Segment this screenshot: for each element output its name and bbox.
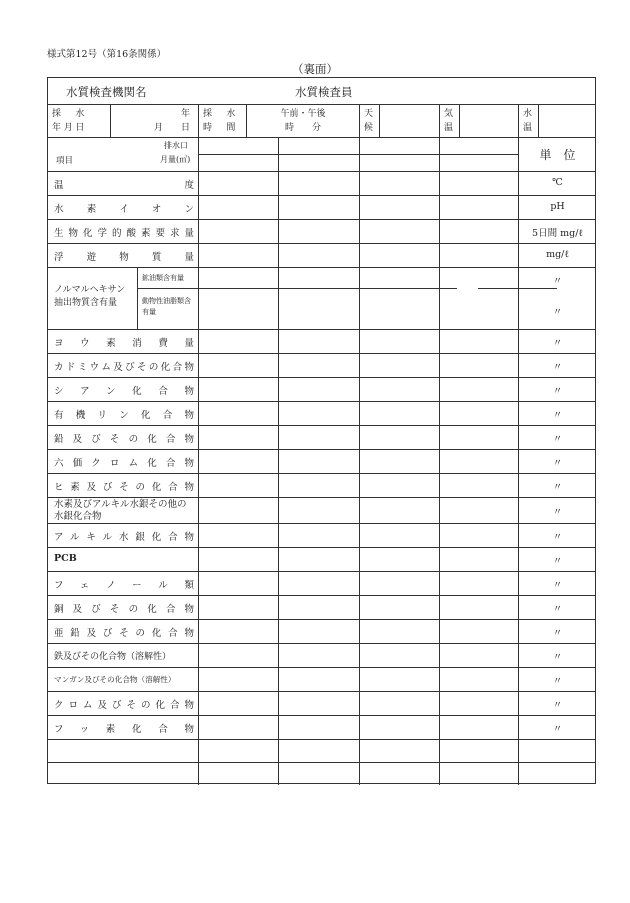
table-row [48,596,595,620]
item-label: 銅及びその化合物 [54,604,194,615]
table-row [48,692,595,716]
table-row [48,426,595,450]
side-label: （裏面） [292,62,338,76]
item-label: 動物性油脂類含有量 [142,297,191,316]
unit-label: 5日間 mg/ℓ [532,228,583,239]
institution-label: 水質検査機関名 [66,85,147,99]
table-row [48,644,595,668]
unit-label: 〃 [552,386,563,397]
sampling-time-label-cell: 採 水 時 間 [198,104,246,137]
oil-extract-group [48,268,595,330]
item-label: ヒ素及びその化合物 [54,482,194,493]
item-label: 浮遊物質量 [54,252,194,263]
table-row [48,172,595,196]
table-row [48,220,595,244]
weather-label-cell: 天 候 [359,104,379,137]
air-temp-field[interactable] [459,104,518,137]
item-label: 亜鉛及びその化合物 [54,628,194,639]
table-row [48,474,595,498]
item-label: 鉄及びその化合物（溶解性） [54,652,172,662]
unit-label: 〃 [552,338,563,349]
table-row [48,572,595,596]
sampling-date-field[interactable]: 年 月 日 [110,104,198,137]
outlet-label: 排水口 [164,141,188,150]
item-label: クロム及びその化合物 [54,700,194,711]
blank-row [48,740,595,763]
blank-row [48,763,595,785]
group-subrow-divider [137,288,457,289]
item-label: フッ素化合物 [54,724,194,735]
unit-label: 〃 [552,580,563,591]
table-row [48,330,595,354]
results-table [48,137,595,785]
table-row [48,450,595,474]
unit-label: 〃 [552,604,563,615]
table-row [48,716,595,740]
unit-label: 〃 [552,362,563,373]
sampling-time-field[interactable]: 午前・午後 時 分 [246,104,359,137]
unit-label: 〃 [552,276,563,287]
unit-label: 〃 [552,628,563,639]
item-label: PCB [54,553,77,564]
water-temp-label-cell: 水 温 [518,104,538,137]
table-row [48,354,595,378]
unit-label: 〃 [552,724,563,735]
unit-label: 〃 [552,532,563,543]
unit-label: 〃 [552,307,563,318]
unit-label: pH [550,201,565,212]
unit-label: 〃 [552,434,563,445]
item-label: アルキル水銀化合物 [54,532,194,543]
air-temp-label-cell: 気 温 [439,104,459,137]
water-temp-field[interactable] [538,104,597,137]
flow-label: 月量(㎥) [160,155,191,164]
unit-label: ℃ [552,177,563,188]
table-row [48,244,595,268]
unit-label: 〃 [552,458,563,469]
institution-row [48,78,595,105]
unit-label: 〃 [552,556,563,567]
inspector-label: 水質検査員 [295,85,353,99]
item-header: 項目 [56,156,74,166]
item-label: 水素及びアルキル水銀その他の水銀化合物 [54,499,187,522]
item-label: ヨウ素消費量 [54,338,194,349]
item-label: シアン化合物 [54,386,194,397]
unit-label: 〃 [552,676,563,687]
group-subrow-divider [478,288,557,289]
table-row [48,548,595,572]
table-header-row [48,137,595,172]
unit-label: 〃 [552,482,563,493]
item-label: 鉛及びその化合物 [54,434,194,445]
item-label: 生物化学的酸素要求量 [54,228,194,239]
weather-field[interactable] [379,104,439,137]
table-row [48,620,595,644]
table-row [48,196,595,220]
item-label: 温度 [54,180,194,191]
unit-label: 〃 [552,507,563,518]
item-label: マンガン及びその化合物（溶解性） [54,675,176,684]
oil-group-label: ノルマルヘキサン 抽出物質含有量 [54,285,126,308]
table-row [48,378,595,402]
sampling-date-label-cell: 採 水 年月日 [52,109,88,133]
table-row [48,668,595,692]
sampling-meta-row [48,104,595,138]
item-label: 水素イオン [54,204,194,215]
header-subdivider [198,154,518,155]
item-label: 鉱油類含有量 [142,274,184,282]
form-number: 様式第12号（第16条関係） [47,49,167,60]
item-label: 六価クロム化合物 [54,458,194,469]
unit-label: 〃 [552,410,563,421]
item-label: カドミウム及びその化合物 [54,362,194,373]
table-row [48,498,595,524]
unit-header: 単 位 [539,148,576,162]
group-divider [137,268,138,329]
item-label: フェノール類 [54,580,194,591]
unit-label: 〃 [552,652,563,663]
water-quality-sheet [47,77,596,784]
table-row [48,402,595,426]
unit-label: mg/ℓ [546,249,569,260]
item-label: 有機リン化合物 [54,410,194,421]
table-row [48,524,595,548]
unit-label: 〃 [552,700,563,711]
